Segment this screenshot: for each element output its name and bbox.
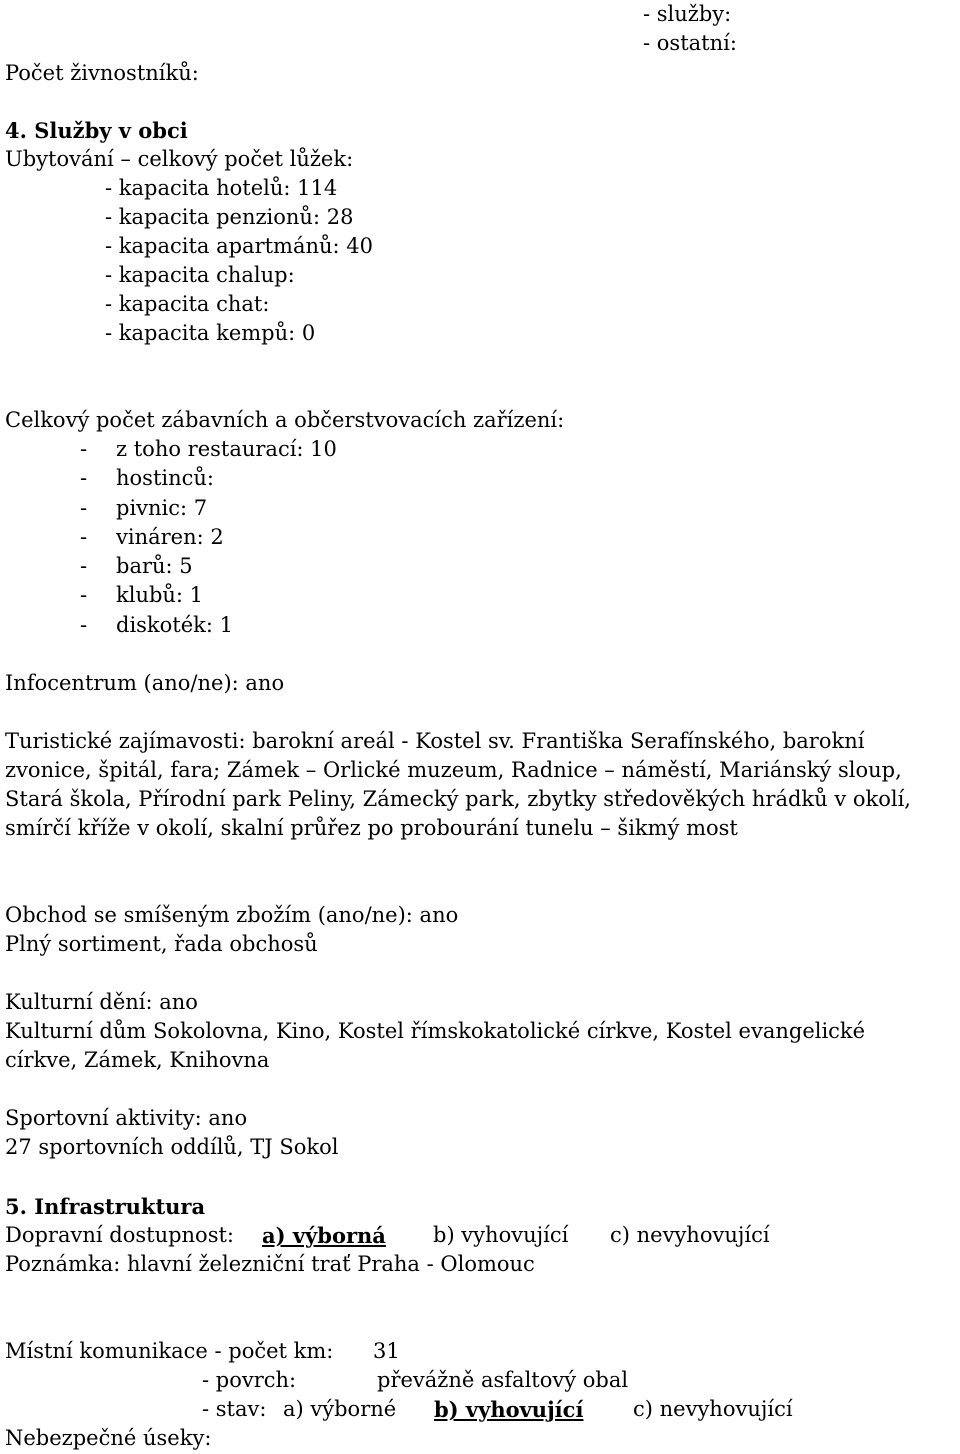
ubytovani-label: Ubytování – celkový počet lůžek: <box>5 147 354 171</box>
sluzby-label: - služby: <box>643 2 732 26</box>
kulturni-detail-line-2: církve, Zámek, Knihovna <box>5 1048 270 1072</box>
komunikace-label: Místní komunikace - počet km: <box>5 1339 334 1363</box>
dopravni-option-c: c) nevyhovující <box>610 1223 770 1247</box>
list-item-restauraci: - z toho restaurací: 10 <box>80 437 337 461</box>
kulturni-deni-label: Kulturní dění: ano <box>5 990 198 1014</box>
dopravni-option-b: b) vyhovující <box>433 1223 569 1247</box>
sortiment-label: Plný sortiment, řada obchosů <box>5 932 318 956</box>
stav-option-b: b) vyhovující <box>434 1397 584 1422</box>
stav-label: - stav: <box>202 1397 267 1421</box>
turisticke-line-2: zvonice, špitál, fara; Zámek – Orlické muzeum, Radnice – náměstí, Mariánský sloup, <box>5 758 902 782</box>
kapacita-hotelu: - kapacita hotelů: 114 <box>105 176 338 200</box>
ostatni-label: - ostatní: <box>643 31 737 55</box>
komunikace-km: 31 <box>373 1339 400 1363</box>
dopravni-option-a: a) výborná <box>262 1223 386 1248</box>
list-item-pivnic: - pivnic: 7 <box>80 496 208 520</box>
section-5-title: Infrastruktura <box>34 1194 206 1219</box>
kapacita-chat: - kapacita chat: <box>105 292 270 316</box>
list-item-vinaren: - vináren: 2 <box>80 525 224 549</box>
stav-option-c: c) nevyhovující <box>633 1397 793 1421</box>
turisticke-line-4: smírčí kříže v okolí, skalní průřez po probourání tunelu – šikmý most <box>5 816 738 840</box>
kapacita-apartmanu: - kapacita apartmánů: 40 <box>105 234 374 258</box>
zabavni-zarizeni-title: Celkový počet zábavních a občerstvovacích zařízení: <box>5 408 565 432</box>
stav-option-a: a) výborné <box>283 1397 397 1421</box>
sportovni-aktivity-label: Sportovní aktivity: ano <box>5 1106 248 1130</box>
turisticke-line-3: Stará škola, Přírodní park Peliny, Zámecký park, zbytky středověkých hrádků v okolí, <box>5 787 911 811</box>
list-item-klubu: - klubů: 1 <box>80 583 204 607</box>
kulturni-detail-line-1: Kulturní dům Sokolovna, Kino, Kostel římskokatolické církve, Kostel evangelické <box>5 1019 866 1043</box>
obchod-label: Obchod se smíšeným zbožím (ano/ne): ano <box>5 903 459 927</box>
turisticke-line-1: Turistické zajímavosti: barokní areál - Kostel sv. Františka Serafínského, barokní <box>5 729 865 753</box>
povrch-value: převážně asfaltový obal <box>377 1368 629 1392</box>
section-4-title: Služby v obci <box>34 118 188 143</box>
section-5-heading <box>5 1192 205 1221</box>
section-5-number: 5. <box>5 1194 27 1219</box>
sportovni-detail: 27 sportovních oddílů, TJ Sokol <box>5 1135 339 1159</box>
nebezpecne-useky-label: Nebezpečné úseky: <box>5 1426 212 1450</box>
list-item-hostincu: - hostinců: <box>80 466 214 490</box>
kapacita-chalup: - kapacita chalup: <box>105 263 295 287</box>
dopravni-label: Dopravní dostupnost: <box>5 1223 234 1247</box>
section-4-heading <box>5 116 188 145</box>
pocet-zivnostniku-label: Počet živnostníků: <box>5 61 199 85</box>
poznamka-label: Poznámka: hlavní železniční trať Praha - Olomouc <box>5 1252 535 1276</box>
infocentrum-label: Infocentrum (ano/ne): ano <box>5 671 285 695</box>
kapacita-penzionu: - kapacita penzionů: 28 <box>105 205 354 229</box>
povrch-label: - povrch: <box>202 1368 297 1392</box>
kapacita-kempu: - kapacita kempů: 0 <box>105 321 316 345</box>
section-4-number: 4. <box>5 118 27 143</box>
list-item-diskotek: - diskoték: 1 <box>80 613 234 637</box>
list-item-baru: - barů: 5 <box>80 554 193 578</box>
